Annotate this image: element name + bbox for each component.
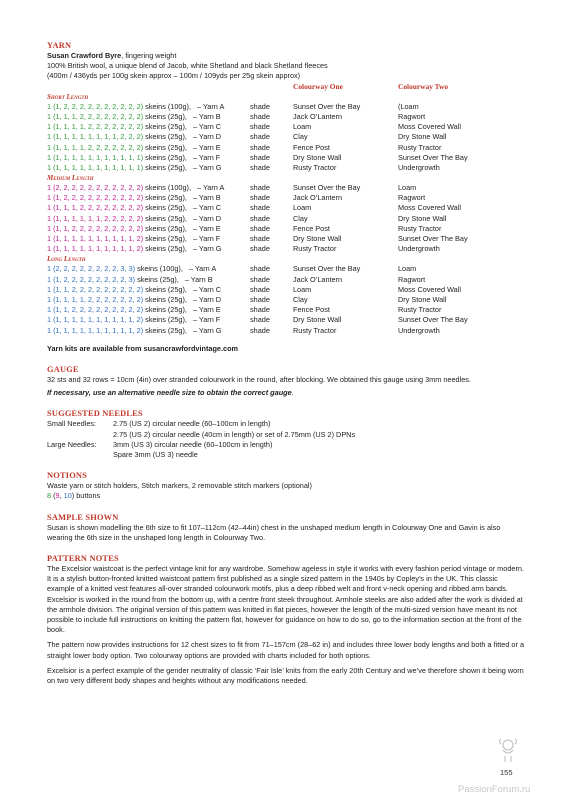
gauge-note-line — [47, 388, 525, 398]
yarn-skein-unit: skeins (25g), — [145, 122, 187, 132]
yarn-letter: – Yarn E — [192, 223, 221, 233]
yarn-shade-label: shade — [250, 193, 270, 203]
colourway-one-heading: Colourway One — [293, 81, 343, 91]
yarn-description: 100% British wool, a unique blend of Jacob, white Shetland and black Shetland fleeces — [47, 61, 328, 71]
yarn-row — [47, 264, 525, 274]
colourway-one-shade: Fence Post — [293, 142, 330, 152]
colourway-two-shade: Dry Stone Wall — [398, 213, 447, 223]
yarn-skein-unit: skeins (25g), — [145, 111, 187, 121]
colourway-two-shade: Moss Covered Wall — [398, 122, 461, 132]
needles-list — [47, 419, 525, 460]
yarn-table — [47, 92, 525, 336]
yarn-skein-unit: skeins (25g), — [145, 294, 187, 304]
colourway-two-shade: Loam — [398, 183, 417, 193]
yarn-skein-count: 1 (1, 2, 2, 2, 2, 2, 2, 2, 2, 3) — [47, 274, 136, 284]
yarn-letter: – Yarn D — [192, 132, 222, 142]
yarn-row — [47, 143, 525, 153]
colourway-two-shade: Sunset Over The Bay — [398, 315, 468, 325]
needle-value: 2.75 (US 2) circular needle (60–100cm in length) — [113, 419, 271, 429]
yarn-skein-count: 1 (1, 1, 1, 1, 1, 1, 1, 1, 2, 2, 2) — [47, 132, 144, 142]
yarn-letter: – Yarn G — [192, 162, 222, 172]
buttons-count-medium: 9 — [55, 491, 60, 501]
yarn-row — [47, 326, 525, 336]
yarn-skein-count: 1 (1, 1, 1, 1, 1, 1, 2, 2, 2, 2, 2) — [47, 213, 144, 223]
colourway-one-shade: Clay — [293, 213, 308, 223]
colourway-one-shade: Dry Stone Wall — [293, 234, 342, 244]
yarn-quantity — [47, 264, 216, 274]
yarn-heading: YARN — [47, 41, 72, 50]
yarn-skein-unit: skeins (25g), — [145, 213, 187, 223]
colourway-one-shade: Rusty Tractor — [293, 162, 337, 172]
yarn-letter: – Yarn C — [192, 284, 222, 294]
yarn-quantity — [47, 315, 220, 325]
notions-text: Waste yarn or stitch holders, Stitch markers, 2 removable stitch markers (optional) — [47, 481, 312, 491]
yarn-quantity — [47, 163, 221, 173]
yarn-row — [47, 214, 525, 224]
watermark: PassionForum.ru — [458, 784, 531, 795]
needle-row — [47, 440, 525, 450]
yarn-skein-count: 1 (1, 1, 1, 1, 1, 1, 1, 1, 1, 1, 2) — [47, 315, 144, 325]
yarn-skein-count: 1 (2, 2, 2, 2, 2, 2, 2, 2, 3, 3) — [47, 264, 136, 274]
yarn-quantity — [47, 224, 221, 234]
yarn-weight: , fingering weight — [121, 51, 177, 60]
yarn-row — [47, 193, 525, 203]
yarn-skein-unit: skeins (25g), — [145, 152, 187, 162]
buttons-label: ) buttons — [71, 491, 101, 501]
yarn-row — [47, 112, 525, 122]
yarn-shade-label: shade — [250, 122, 270, 132]
yarn-letter: – Yarn B — [192, 193, 221, 203]
colourway-one-shade: Clay — [293, 294, 308, 304]
pattern-notes-paragraph-1: The Excelsior waistcoat is the perfect vintage knit for any wardrobe. Somehow ageless in style it works with every fashion period vintage or modern. It is a stylish button-fronted knitted waistcoat pattern first published as a single sized pattern in the 1940s by Copley’s in the UK. This classic example of a knitted vest features all-over stranded colourwork motifs, plus a deep ribbed welt and front v-neck opening and ribbed arm bands. Excelsior is worked in the round from the bottom up, with a centre front steek throughout. Armhole steeks are also added after the work is divided at the armhole division. The original version of this pattern was knitted in flat pieces, however the length of the multi-sized version have meant its not possible to include full instructions on knitting the pattern flat, however for guidance on how to do so, go to the information section at the front of the book. — [47, 563, 524, 635]
yarn-quantity — [47, 143, 221, 153]
yarn-letter: – Yarn A — [197, 183, 225, 193]
yarn-skein-unit: skeins (25g), — [137, 274, 179, 284]
yarn-shade-label: shade — [250, 101, 270, 111]
needle-label: Large Needles: — [47, 439, 97, 449]
sample-text: Susan is shown modelling the 6th size to fit 107–112cm (42–44in) chest in the unshaped medium length in Colourway One and Gavin is also wearing the 6th size in the unshaped long length in Colourway Two. — [47, 522, 501, 542]
buttons-count-short: 8 — [47, 491, 52, 501]
yarn-skein-unit: skeins (25g), — [145, 244, 187, 254]
yarn-letter: – Yarn F — [192, 234, 221, 244]
yarn-skein-count: 1 (1, 1, 1, 1, 2, 2, 2, 2, 2, 2, 2) — [47, 294, 144, 304]
colourway-one-shade: Loam — [293, 203, 312, 213]
yarn-quantity — [47, 203, 221, 213]
yarn-letter: – Yarn F — [192, 315, 221, 325]
yarn-row — [47, 295, 525, 305]
yarn-letter: – Yarn E — [192, 305, 221, 315]
yarn-skein-count: 1 (1, 1, 2, 2, 2, 2, 2, 2, 2, 2, 2) — [47, 305, 144, 315]
colourway-two-shade: Undergrowth — [398, 244, 440, 254]
yarn-shade-label: shade — [250, 244, 270, 254]
gauge-note: If necessary, use an alternative needle size to obtain the correct gauge — [47, 388, 292, 398]
colourway-headers — [47, 82, 525, 92]
yarn-quantity — [47, 305, 221, 315]
yarn-shade-label: shade — [250, 132, 270, 142]
colourway-one-shade: Fence Post — [293, 223, 330, 233]
yarn-row — [47, 122, 525, 132]
colourway-one-shade: Dry Stone Wall — [293, 152, 342, 162]
sheep-ornament-icon — [497, 736, 519, 764]
yarn-shade-label: shade — [250, 294, 270, 304]
yarn-quantity — [47, 214, 221, 224]
yarn-row — [47, 244, 525, 254]
needles-heading: SUGGESTED NEEDLES — [47, 409, 143, 419]
colourway-two-shade: (Loam — [398, 101, 419, 111]
yarn-meterage: (400m / 436yds per 100g skein approx – 100m / 109yds per 25g skein approx) — [47, 71, 301, 81]
yarn-shade-label: shade — [250, 142, 270, 152]
yarn-shade-label: shade — [250, 325, 270, 335]
colourway-two-heading: Colourway Two — [398, 81, 449, 91]
yarn-quantity — [47, 234, 220, 244]
colourway-one-shade: Rusty Tractor — [293, 244, 337, 254]
yarn-skein-count: 1 (1, 1, 1, 1, 1, 1, 1, 1, 1, 1, 2) — [47, 244, 144, 254]
gauge-text: 32 sts and 32 rows = 10cm (4in) over stranded colourwork in the round, after blocking. We obtained this gauge using 3mm needles. — [47, 374, 471, 384]
yarn-skein-count: 1 (1, 1, 2, 2, 2, 2, 2, 2, 2, 2, 2) — [47, 223, 144, 233]
sample-heading: SAMPLE SHOWN — [47, 512, 119, 522]
yarn-skein-unit: skeins (25g), — [145, 234, 187, 244]
page-number: 155 — [500, 768, 513, 777]
yarn-skein-unit: skeins (25g), — [145, 132, 187, 142]
yarn-skein-count: 1 (1, 1, 1, 1, 1, 1, 1, 1, 1, 1, 1) — [47, 152, 144, 162]
needle-value: 2.75 (US 2) circular needle (40cm in length) or set of 2.75mm (US 2) DPNs — [113, 429, 356, 439]
yarn-skein-unit: skeins (25g), — [145, 325, 187, 335]
yarn-quantity — [47, 326, 221, 336]
yarn-quantity — [47, 193, 221, 203]
colourway-one-shade: Loam — [293, 122, 312, 132]
colourway-two-shade: Moss Covered Wall — [398, 203, 461, 213]
yarn-letter: – Yarn C — [192, 122, 222, 132]
yarn-shade-label: shade — [250, 274, 270, 284]
colourway-one-shade: Sunset Over the Bay — [293, 264, 361, 274]
yarn-shade-label: shade — [250, 223, 270, 233]
yarn-skein-count: 1 (1, 1, 1, 1, 1, 1, 1, 1, 1, 1, 2) — [47, 325, 144, 335]
colourway-two-shade: Dry Stone Wall — [398, 294, 447, 304]
colourway-two-shade: Rusty Tractor — [398, 142, 442, 152]
colourway-one-shade: Jack O’Lantern — [293, 111, 343, 121]
needle-row — [47, 450, 525, 460]
yarn-skein-unit: skeins (25g), — [145, 203, 187, 213]
yarn-skein-unit: skeins (25g), — [145, 193, 187, 203]
needle-row — [47, 430, 525, 440]
yarn-row — [47, 285, 525, 295]
yarn-letter: – Yarn B — [184, 274, 213, 284]
yarn-kits-note: Yarn kits are available from susancrawfordvintage.com — [47, 343, 239, 353]
needle-value: Spare 3mm (US 3) needle — [113, 449, 198, 459]
pattern-notes-paragraph-2: The pattern now provides instructions for 12 chest sizes to fit from 71–157cm (28–62 in) and includes three lower body lengths and both a fitted or a straight lower body option. Two colourway options are provided with charts included for both options. — [47, 640, 524, 660]
notions-heading: NOTIONS — [47, 471, 88, 481]
colourway-one-shade: Jack O’Lantern — [293, 274, 343, 284]
yarn-skein-count: 1 (1, 2, 2, 2, 2, 2, 2, 2, 2, 2, 2) — [47, 101, 144, 111]
page-content — [47, 40, 525, 691]
colourway-two-shade: Ragwort — [398, 111, 426, 121]
needle-value: 3mm (US 3) circular needle (60–100cm in length) — [113, 439, 273, 449]
colourway-two-shade: Rusty Tractor — [398, 223, 442, 233]
buttons-paren-open: ( — [51, 491, 56, 501]
yarn-skein-unit: skeins (25g), — [145, 223, 187, 233]
yarn-row — [47, 183, 525, 193]
yarn-skein-unit: skeins (100g), — [137, 264, 183, 274]
buttons-separator: , — [59, 491, 64, 501]
yarn-letter: – Yarn D — [192, 213, 222, 223]
yarn-letter: – Yarn G — [192, 325, 222, 335]
yarn-row — [47, 132, 525, 142]
yarn-quantity — [47, 153, 220, 163]
gauge-note-end: . — [291, 388, 294, 398]
colourway-two-shade: Sunset Over The Bay — [398, 234, 468, 244]
colourway-two-shade: Moss Covered Wall — [398, 284, 461, 294]
yarn-row — [47, 153, 525, 163]
yarn-row — [47, 102, 525, 112]
yarn-quantity — [47, 244, 221, 254]
yarn-shade-label: shade — [250, 264, 270, 274]
yarn-shade-label: shade — [250, 111, 270, 121]
yarn-row — [47, 163, 525, 173]
yarn-quantity — [47, 183, 224, 193]
yarn-length-heading: Medium Length — [47, 174, 94, 183]
yarn-skein-count: 1 (1, 1, 1, 1, 1, 1, 1, 1, 1, 1, 2) — [47, 234, 144, 244]
colourway-two-shade: Loam — [398, 264, 417, 274]
yarn-shade-label: shade — [250, 203, 270, 213]
yarn-length-heading: Long Length — [47, 255, 86, 264]
colourway-one-shade: Jack O’Lantern — [293, 193, 343, 203]
yarn-skein-count: 1 (1, 1, 2, 2, 2, 2, 2, 2, 2, 2, 2) — [47, 284, 144, 294]
colourway-two-shade: Rusty Tractor — [398, 305, 442, 315]
yarn-length-heading: Short Length — [47, 92, 89, 101]
yarn-skein-count: 1 (2, 2, 2, 2, 2, 2, 2, 2, 2, 2, 2) — [47, 183, 144, 193]
colourway-one-shade: Clay — [293, 132, 308, 142]
yarn-brand-line — [47, 51, 525, 61]
buttons-count-long: 10 — [63, 491, 72, 501]
colourway-one-shade: Sunset Over the Bay — [293, 101, 361, 111]
yarn-brand: Susan Crawford Byre — [47, 51, 122, 60]
yarn-row — [47, 203, 525, 213]
gauge-heading: GAUGE — [47, 364, 79, 374]
colourway-two-shade: Undergrowth — [398, 325, 440, 335]
buttons-count — [47, 491, 525, 501]
yarn-skein-count: 1 (1, 2, 2, 2, 2, 2, 2, 2, 2, 2, 2) — [47, 193, 144, 203]
colourway-two-shade: Dry Stone Wall — [398, 132, 447, 142]
yarn-skein-count: 1 (1, 1, 1, 1, 2, 2, 2, 2, 2, 2, 2) — [47, 142, 144, 152]
colourway-one-shade: Dry Stone Wall — [293, 315, 342, 325]
colourway-two-shade: Ragwort — [398, 193, 426, 203]
yarn-skein-count: 1 (1, 1, 1, 1, 1, 1, 1, 1, 1, 1, 1) — [47, 162, 144, 172]
yarn-row — [47, 234, 525, 244]
yarn-shade-label: shade — [250, 213, 270, 223]
colourway-one-shade: Sunset Over the Bay — [293, 183, 361, 193]
yarn-shade-label: shade — [250, 305, 270, 315]
colourway-one-shade: Loam — [293, 284, 312, 294]
colourway-one-shade: Fence Post — [293, 305, 330, 315]
colourway-one-shade: Rusty Tractor — [293, 325, 337, 335]
colourway-two-shade: Ragwort — [398, 274, 426, 284]
yarn-letter: – Yarn D — [192, 294, 222, 304]
yarn-row — [47, 305, 525, 315]
yarn-skein-count: 1 (1, 1, 1, 2, 2, 2, 2, 2, 2, 2, 2) — [47, 111, 144, 121]
yarn-skein-count: 1 (1, 1, 1, 2, 2, 2, 2, 2, 2, 2, 2) — [47, 203, 144, 213]
yarn-skein-count: 1 (1, 1, 1, 1, 2, 2, 2, 2, 2, 2, 2) — [47, 122, 144, 132]
yarn-skein-unit: skeins (100g), — [145, 183, 192, 193]
yarn-letter: – Yarn F — [192, 152, 221, 162]
needle-row — [47, 419, 525, 429]
pattern-notes-paragraph-3: Excelsior is a perfect example of the gender neutrality of classic ‘Fair Isle’ knits from the early 20th Century and we’ve therefore shown it being worn on two very different body shapes and heights without any modifications needed. — [47, 665, 524, 685]
yarn-quantity — [47, 285, 221, 295]
yarn-shade-label: shade — [250, 162, 270, 172]
yarn-skein-unit: skeins (25g), — [145, 162, 187, 172]
colourway-two-shade: Undergrowth — [398, 162, 440, 172]
yarn-skein-unit: skeins (100g), — [145, 101, 192, 111]
yarn-letter: – Yarn C — [192, 203, 222, 213]
needle-label: Small Needles: — [47, 419, 97, 429]
yarn-row — [47, 315, 525, 325]
yarn-letter: – Yarn B — [192, 111, 221, 121]
yarn-letter: – Yarn E — [192, 142, 221, 152]
yarn-quantity — [47, 275, 213, 285]
yarn-skein-unit: skeins (25g), — [145, 142, 187, 152]
yarn-letter: – Yarn A — [197, 101, 225, 111]
yarn-quantity — [47, 132, 221, 142]
yarn-skein-unit: skeins (25g), — [145, 305, 187, 315]
yarn-letter: – Yarn A — [188, 264, 217, 274]
yarn-shade-label: shade — [250, 284, 270, 294]
yarn-row — [47, 224, 525, 234]
yarn-quantity — [47, 122, 221, 132]
yarn-row — [47, 275, 525, 285]
yarn-quantity — [47, 102, 224, 112]
yarn-shade-label: shade — [250, 234, 270, 244]
yarn-quantity — [47, 112, 221, 122]
colourway-two-shade: Sunset Over The Bay — [398, 152, 468, 162]
yarn-skein-unit: skeins (25g), — [145, 284, 187, 294]
yarn-shade-label: shade — [250, 315, 270, 325]
yarn-skein-unit: skeins (25g), — [145, 315, 187, 325]
yarn-shade-label: shade — [250, 152, 270, 162]
yarn-letter: – Yarn G — [192, 244, 222, 254]
yarn-shade-label: shade — [250, 183, 270, 193]
pattern-notes-heading: PATTERN NOTES — [47, 553, 119, 563]
yarn-quantity — [47, 295, 221, 305]
